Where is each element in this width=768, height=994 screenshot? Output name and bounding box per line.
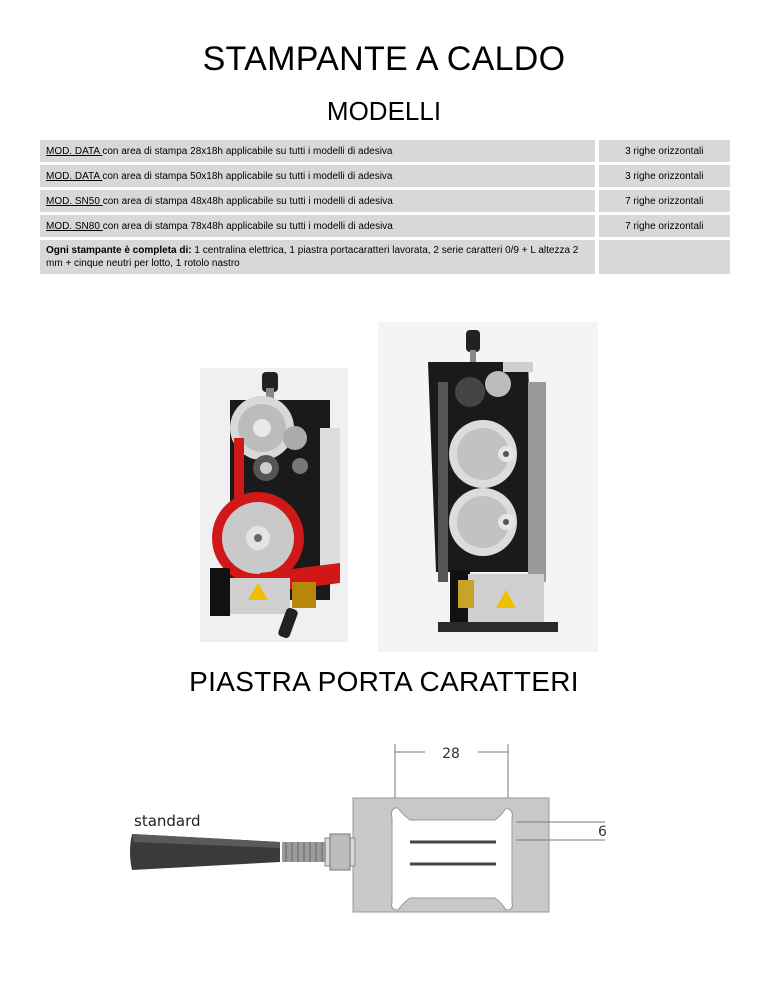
- completeness-text: 1 centralina elettrica, 1 piastra portacaratteri lavorata, 2 serie caratteri 0/9 + L altezza 2 mm + cinque neutri per lotto, 1 rotolo nastro: [46, 245, 579, 269]
- model-desc: con area di stampa 28x18h applicabile su tutti i modelli di adesiva: [102, 145, 393, 157]
- models-heading: MODELLI: [326, 96, 442, 126]
- table-row: [40, 215, 730, 240]
- printer-photo-left: [200, 368, 348, 642]
- model-name: MOD. DATA: [46, 170, 103, 182]
- height-dimension: 6: [598, 824, 607, 840]
- plate-window: [391, 808, 512, 910]
- model-description: [40, 215, 599, 240]
- model-desc: con area di stampa 50x18h applicabile su tutti i modelli di adesiva: [102, 170, 393, 182]
- model-rows: 3 righe orizzontali: [599, 140, 730, 165]
- completeness-note: [40, 240, 599, 277]
- model-name: MOD. SN80: [46, 220, 103, 232]
- table-row: [40, 140, 730, 165]
- completeness-label: Ogni stampante è completa di:: [46, 245, 192, 256]
- model-rows: 3 righe orizzontali: [599, 165, 730, 190]
- knob-icon: [466, 330, 480, 352]
- plate-diagram: [120, 738, 620, 938]
- model-rows: 7 righe orizzontali: [599, 190, 730, 215]
- table-row: [40, 165, 730, 190]
- handle-label: standard: [134, 812, 201, 830]
- model-desc: con area di stampa 78x48h applicabile su tutti i modelli di adesiva: [102, 220, 393, 232]
- models-table: [40, 140, 730, 277]
- printer-photo-right: [378, 322, 598, 652]
- model-description: [40, 165, 599, 190]
- model-name: MOD. DATA: [46, 145, 103, 157]
- model-description: [40, 140, 599, 165]
- model-desc: con area di stampa 48x48h applicabile su tutti i modelli di adesiva: [102, 195, 393, 207]
- page-title: STAMPANTE A CALDO: [202, 40, 566, 78]
- plate-heading: PIASTRA PORTA CARATTERI: [189, 666, 579, 697]
- model-name: MOD. SN50: [46, 195, 103, 207]
- empty-cell: [599, 240, 730, 277]
- table-row: [40, 240, 730, 277]
- model-description: [40, 190, 599, 215]
- model-rows: 7 righe orizzontali: [599, 215, 730, 240]
- width-dimension: 28: [442, 746, 460, 762]
- table-row: [40, 190, 730, 215]
